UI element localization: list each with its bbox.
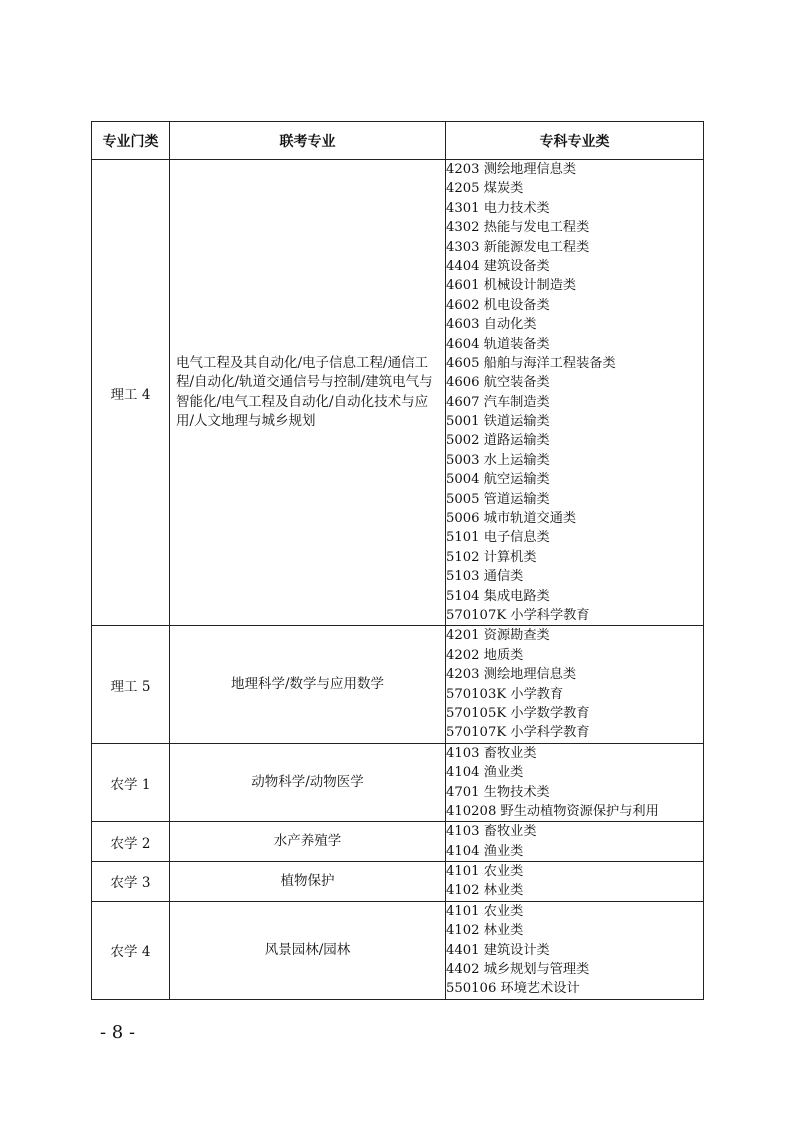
program-item: 4603 自动化类 (446, 317, 537, 333)
program-item: 4103 畜牧业类 (446, 745, 537, 761)
program-item: 570107K 小学科学教育 (446, 607, 590, 623)
program-list (446, 901, 704, 999)
program-item: 4202 地质类 (446, 647, 524, 663)
joint-major-cell: 电气工程及其自动化/电子信息工程/通信工程/自动化/轨道交通信号与控制/建筑电气与智能化/电气工程及自动化/自动化技术与应用/人文地理与城乡规划 (170, 160, 446, 626)
program-item: 5102 计算机类 (446, 549, 537, 565)
joint-major-cell: 地理科学/数学与应用数学 (170, 626, 446, 743)
program-item: 4205 煤炭类 (446, 181, 524, 197)
category-cell: 农学 3 (92, 862, 170, 902)
category-cell: 农学 1 (92, 743, 170, 822)
program-item: 4404 建筑设备类 (446, 258, 550, 274)
program-item: 4401 建筑设计类 (446, 942, 550, 958)
program-item: 4301 电力技术类 (446, 200, 550, 216)
program-list (446, 626, 704, 743)
program-list (446, 862, 704, 902)
category-cell: 理工 4 (92, 160, 170, 626)
table-header-row (92, 122, 704, 160)
program-item: 5003 水上运输类 (446, 452, 550, 468)
header-category: 专业门类 (92, 122, 170, 160)
table-row (92, 160, 704, 626)
joint-major-cell: 水产养殖学 (170, 822, 446, 862)
program-item: 5103 通信类 (446, 569, 524, 585)
table-row (92, 626, 704, 743)
header-joint-major: 联考专业 (170, 122, 446, 160)
table-row (92, 822, 704, 862)
category-cell: 农学 2 (92, 822, 170, 862)
program-item: 5101 电子信息类 (446, 530, 550, 546)
program-item: 570105K 小学数学教育 (446, 705, 590, 721)
table-row (92, 901, 704, 999)
program-item: 4604 轨道装备类 (446, 336, 550, 352)
program-item: 4104 渔业类 (446, 843, 524, 859)
program-list (446, 743, 704, 822)
program-item: 570107K 小学科学教育 (446, 725, 590, 741)
program-item: 4101 农业类 (446, 903, 524, 919)
category-cell: 理工 5 (92, 626, 170, 743)
program-item: 4303 新能源发电工程类 (446, 239, 590, 255)
program-item: 550106 环境艺术设计 (446, 981, 580, 997)
program-item: 4602 机电设备类 (446, 297, 550, 313)
program-item: 4701 生物技术类 (446, 784, 550, 800)
program-item: 4201 资源勘查类 (446, 628, 550, 644)
header-program-class: 专科专业类 (446, 122, 704, 160)
program-item: 4607 汽车制造类 (446, 394, 550, 410)
program-item: 4402 城乡规划与管理类 (446, 962, 590, 978)
program-item: 4601 机械设计制造类 (446, 278, 577, 294)
program-list (446, 160, 704, 626)
program-item: 5004 航空运输类 (446, 472, 550, 488)
program-item: 5104 集成电路类 (446, 588, 550, 604)
program-item: 4203 测绘地理信息类 (446, 162, 577, 177)
joint-major-cell: 风景园林/园林 (170, 901, 446, 999)
majors-table (91, 121, 704, 1000)
table-row (92, 862, 704, 902)
program-item: 4605 船舶与海洋工程装备类 (446, 355, 616, 371)
program-item: 4102 林业类 (446, 923, 524, 939)
program-item: 4101 农业类 (446, 864, 524, 880)
program-item: 4302 热能与发电工程类 (446, 220, 590, 236)
joint-major-cell: 动物科学/动物医学 (170, 743, 446, 822)
joint-major-cell: 植物保护 (170, 862, 446, 902)
program-item: 5006 城市轨道交通类 (446, 511, 577, 527)
program-item: 5002 道路运输类 (446, 433, 550, 449)
page-number: - 8 - (100, 1022, 136, 1043)
program-item: 5005 管道运输类 (446, 491, 550, 507)
program-item: 4104 渔业类 (446, 765, 524, 781)
program-item: 570103K 小学教育 (446, 686, 564, 702)
category-cell: 农学 4 (92, 901, 170, 999)
program-item: 5001 铁道运输类 (446, 414, 550, 430)
program-item: 4103 畜牧业类 (446, 824, 537, 840)
table-row (92, 743, 704, 822)
program-item: 4102 林业类 (446, 883, 524, 899)
program-list (446, 822, 704, 862)
program-item: 4203 测绘地理信息类 (446, 667, 577, 683)
program-item: 410208 野生动植物资源保护与利用 (446, 803, 659, 819)
program-item: 4606 航空装备类 (446, 375, 550, 391)
